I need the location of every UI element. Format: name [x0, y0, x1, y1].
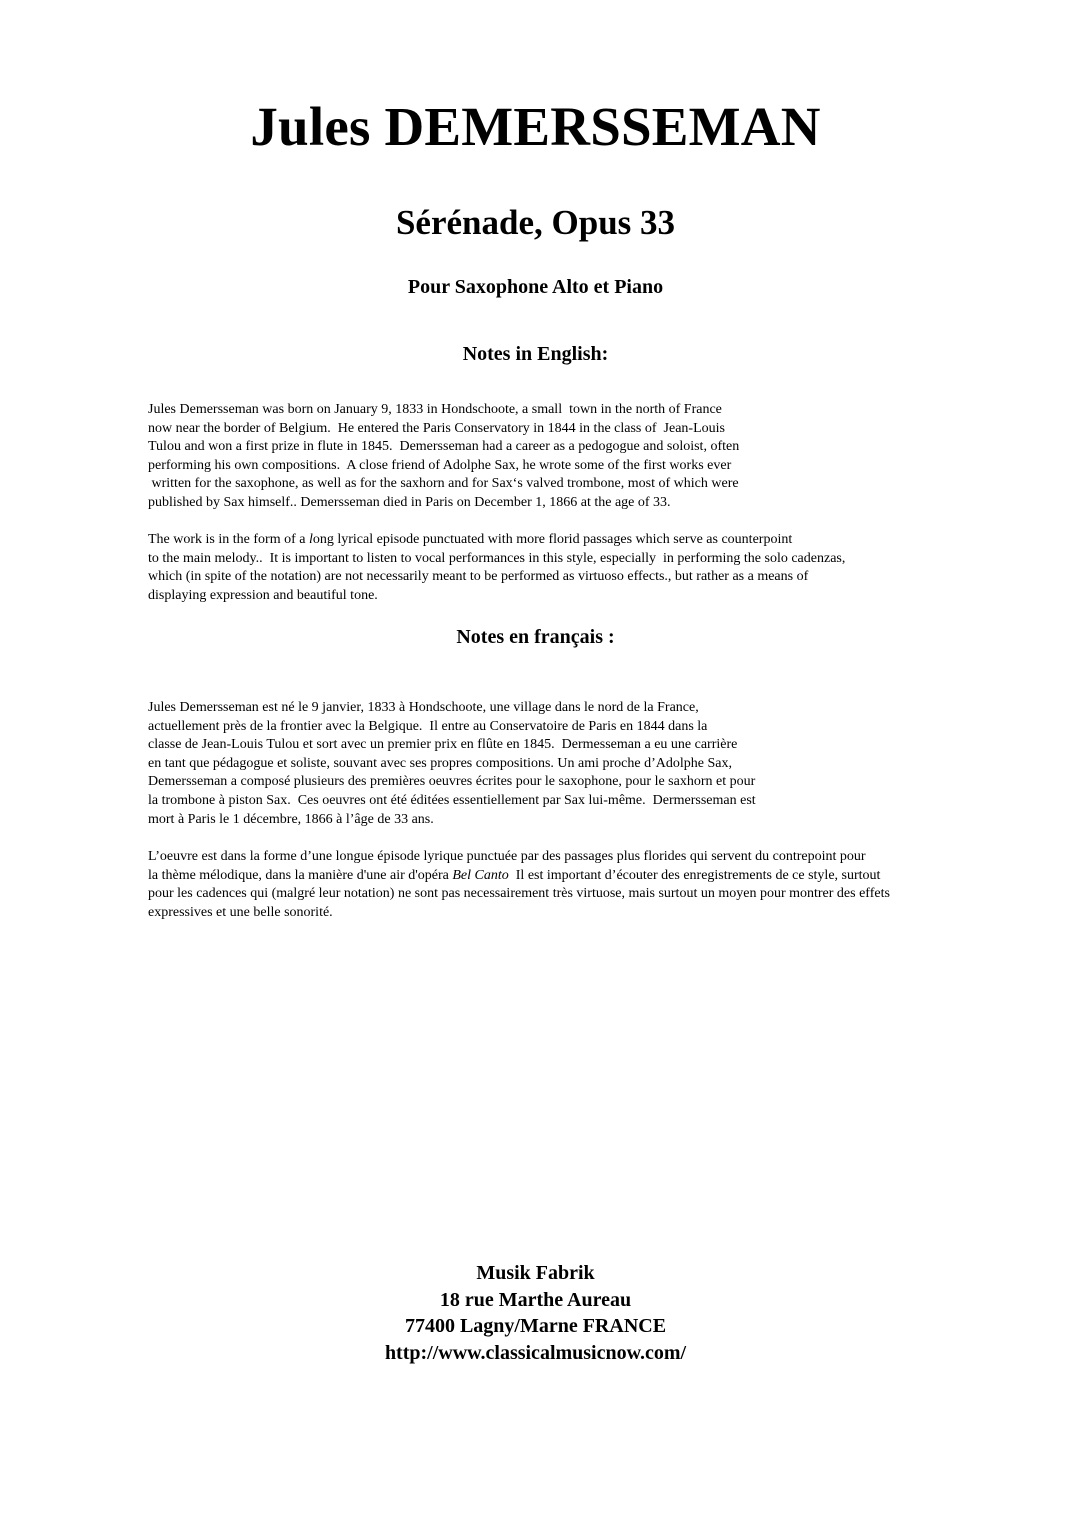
text-line: actuellement près de la frontier avec la Belgique. Il entre au Conservatoire de Paris en 1844 dans la — [148, 718, 708, 734]
text-line — [148, 867, 1048, 886]
notes-english-heading: Notes in English: — [462, 343, 609, 365]
text-line: published by Sax himself.. Demersseman died in Paris on December 1, 1866 at the age of 33. — [148, 494, 671, 510]
notes-english-paragraph-1 — [148, 401, 1048, 513]
composer-name: Jules DEMERSSEMAN — [250, 96, 821, 157]
publisher-website-link[interactable]: http://www.classicalmusicnow.com/ — [384, 1341, 687, 1364]
publisher-block — [0, 1260, 1071, 1366]
text-line: which (in spite of the notation) are not necessarily meant to be performed as virtuoso effects., but rather as a means of — [148, 569, 809, 585]
text-fragment: Il est important d’écouter des enregistrements de ce style, surtout — [508, 867, 881, 883]
italic-fragment: l — [308, 532, 313, 547]
text-line: Jules Demersseman est né le 9 janvier, 1833 à Hondschoote, une village dans le nord de la France, — [148, 700, 699, 715]
text-line: la trombone à piston Sax. Ces oeuvres ont été éditées essentiellement par Sax lui-même. Dermersseman est — [148, 792, 756, 808]
text-line: performing his own compositions. A close friend of Adolphe Sax, he wrote some of the first works ever — [148, 457, 732, 473]
notes-english-paragraph-2 — [148, 531, 1048, 605]
text-fragment: The work is in the form of a — [148, 532, 309, 547]
publisher-city: 77400 Lagny/Marne FRANCE — [404, 1315, 667, 1337]
notes-french-heading: Notes en français : — [456, 626, 615, 648]
text-line: en tant que pédagogue et soliste, souvant avec ses propres compositions. Un ami proche d’Adolphe Sax, — [148, 755, 732, 771]
text-line: Demersseman a composé plusieurs des premières oeuvres écrites pour le saxophone, pour le saxhorn et pour — [148, 774, 756, 790]
instrumentation: Pour Saxophone Alto et Piano — [407, 276, 664, 298]
italic-fragment: Bel Canto — [452, 867, 509, 883]
text-line: now near the border of Belgium. He entered the Paris Conservatory in 1844 in the class of Jean-Louis — [148, 420, 725, 436]
publisher-name: Musik Fabrik — [476, 1262, 595, 1284]
text-fragment: la thème mélodique, dans la manière d'une air d'opéra — [148, 867, 453, 883]
text-fragment: ong lyrical episode punctuated with more florid passages which serve as counterpoint — [312, 532, 793, 547]
text-line: Tulou and won a first prize in flute in 1845. Demersseman had a career as a pedogogue and soloist, often — [148, 439, 740, 455]
publisher-street: 18 rue Marthe Aureau — [439, 1288, 632, 1311]
text-line: displaying expression and beautiful tone. — [148, 587, 378, 603]
text-line: pour les cadences qui (malgré leur notation) ne sont pas necessairement très virtuose, mais surtout un moyen pour montrer des effets — [148, 886, 890, 902]
text-line: written for the saxophone, as well as for the saxhorn and for Sax‘s valved trombone, most of which were — [148, 476, 739, 492]
text-line: expressives et une belle sonorité. — [148, 904, 333, 920]
text-line: Jules Demersseman was born on January 9, 1833 in Hondschoote, a small town in the north of France — [148, 402, 722, 417]
text-line: L’oeuvre est dans la forme d’une longue épisode lyrique punctuée par des passages plus florides qui servent du contrepoint pour — [148, 849, 866, 864]
notes-french-paragraph-2 — [148, 848, 1048, 922]
notes-french-paragraph-1 — [148, 699, 1048, 829]
text-line: to the main melody.. It is important to listen to vocal performances in this style, especially in performing the solo cadenzas, — [148, 550, 846, 566]
text-line — [148, 531, 1048, 550]
text-line: mort à Paris le 1 décembre, 1866 à l’âge de 33 ans. — [148, 811, 434, 827]
work-title: Sérénade, Opus 33 — [395, 203, 676, 242]
text-line: classe de Jean-Louis Tulou et sort avec un premier prix en flûte en 1845. Dermesseman a eu une carrière — [148, 737, 738, 753]
